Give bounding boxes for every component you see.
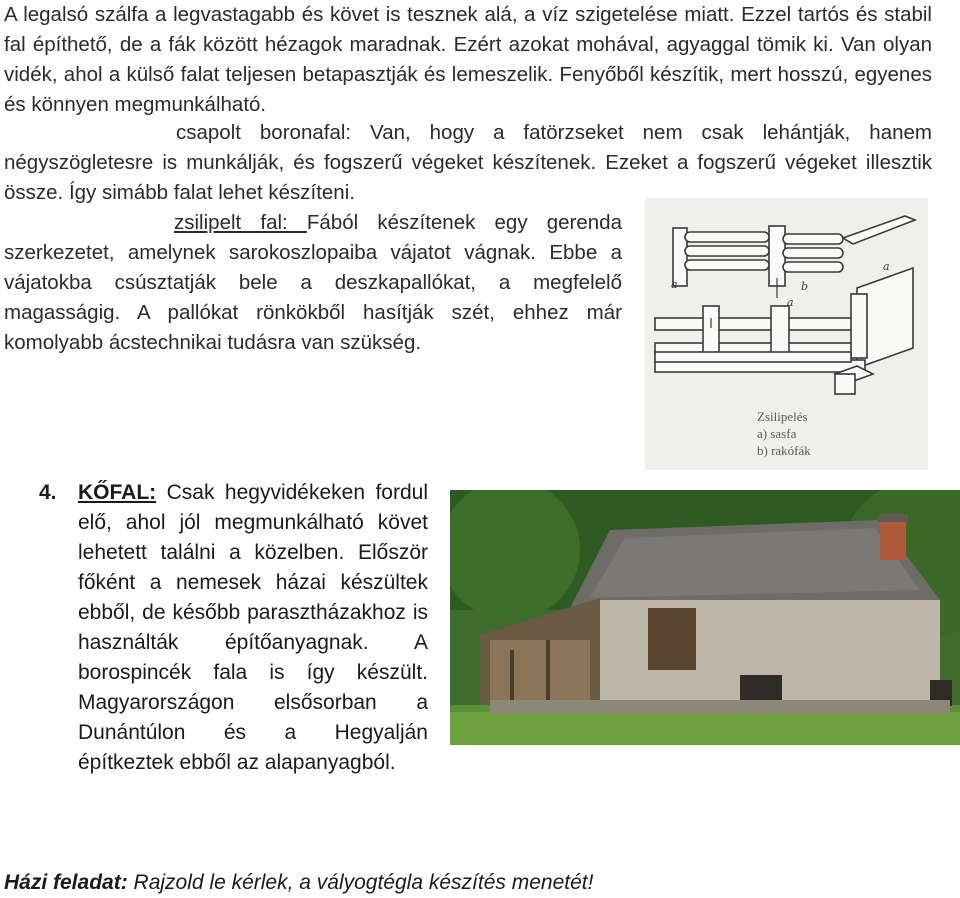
stone-house-image (450, 490, 960, 745)
label-a-left: a (671, 278, 678, 291)
caption-b: b) rakófák (757, 443, 811, 458)
kofal-paragraph (78, 478, 428, 778)
stone-house-photo (450, 490, 960, 745)
label-a-mid: a (787, 296, 794, 309)
caption-a: a) sasfa (757, 426, 797, 441)
kofal-title: KŐFAL: (78, 481, 157, 504)
caption-title: Zsilipelés (757, 409, 808, 424)
label-b: b (801, 280, 809, 293)
zsilipelt-term: zsilipelt fal: (174, 211, 307, 234)
homework-label: Házi feladat: (4, 871, 128, 894)
intro-paragraph: A legalsó szálfa a legvastagabb és követ is tesznek alá, a víz szigetelése miatt. Ezzel tartós és stabil fal építhető, de a fák között hézagok maradnak. Ezért azokat mohával, agyaggal tömik ki. Van olyan vidék, ahol a külső falat teljesen betapasztják és lemeszelik. Fenyőből készítik, mert hosszú, egyenes és könnyen megmunkálható. (4, 3, 932, 116)
homework-line (4, 868, 593, 898)
boronafal-paragraph (4, 118, 932, 208)
zsilipelt-text: Fából készítenek egy gerenda szerkezetet, amelynek sarokoszlopaiba vájatot vágnak. Ebbe a vájatokba csúsztatják bele a deszkapallókat, a megfelelő magasságig. A pallókat rönkökből hasítják szét, ehhez már komolyabb ácstechnikai tudásra van szükség. (4, 211, 622, 354)
kofal-text: Csak hegyvidékeken fordul elő, ahol jól megmunkálható követ lehetett találni a közelben. Először főként a nemesek házai készültek ebből, de később parasztházakhoz is használták építőanyagnak. A borospincék fala is így készült. Magyarországon elsősorban a Dunántúlon és a Hegyalján építkeztek ebből az alapanyagból. (78, 481, 428, 774)
zsilipeles-figure (645, 198, 928, 470)
boronafal-text: csapolt boronafal: Van, hogy a fatörzseket nem csak lehántják, hanem négyszögletesre is munkálják, és fogszerű végeket készítenek. Ezeket a fogszerű végeket illesztik össze. Így simább falat lehet készíteni. (4, 121, 932, 204)
zsilipelt-paragraph (4, 208, 622, 358)
homework-text: Rajzold le kérlek, a vályogtégla készítés menetét! (127, 871, 594, 894)
figure-caption (757, 408, 811, 459)
section-number: 4. (39, 481, 57, 504)
label-a-right: a (883, 260, 890, 273)
